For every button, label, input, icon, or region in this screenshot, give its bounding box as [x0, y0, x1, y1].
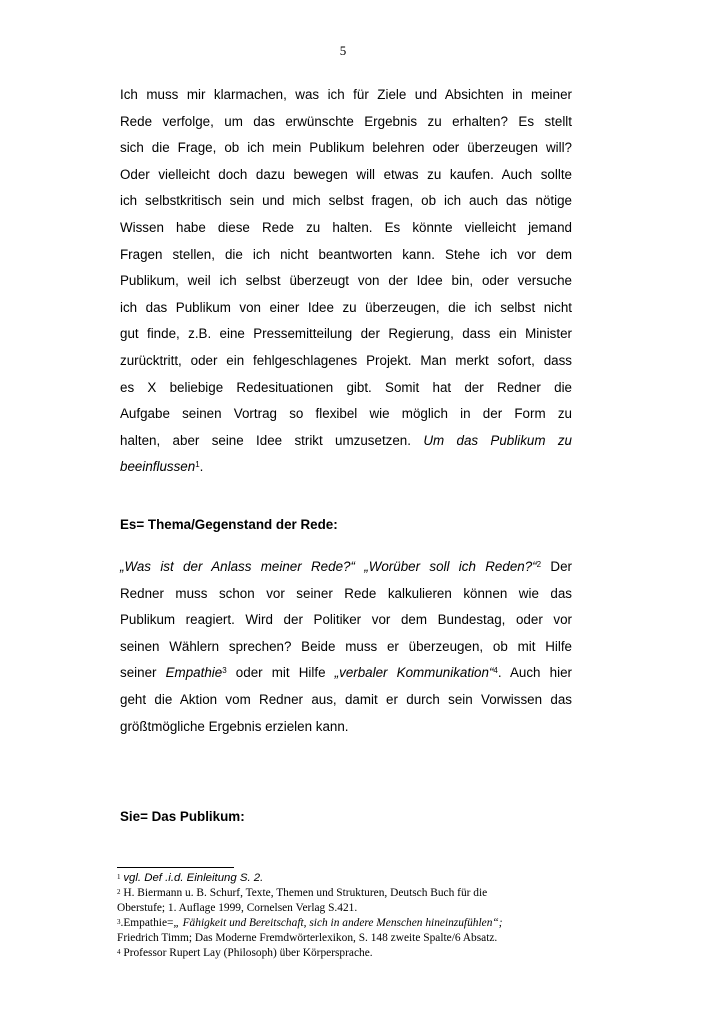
footnote-ref-1[interactable]: 1 — [195, 460, 200, 470]
paragraph-line: geht die Aktion vom Redner aus, damit er durch sein Vorwissen das — [120, 691, 572, 707]
question-quote: „Was ist der Anlass meiner Rede?“ „Worüber soll ich Reden?“ — [120, 559, 537, 574]
footnote-ref-2[interactable]: 2 — [536, 560, 542, 569]
line-text: halten, aber seine Idee strikt umzusetzen. — [120, 432, 411, 448]
footnote-text: Professor Rupert Lay (Philosoph) über Körpersprache. — [123, 947, 373, 959]
line-text: oder mit Hilfe — [226, 665, 335, 681]
emphasis-text: Um das Publikum zu — [423, 432, 572, 448]
paragraph-line: ich das Publikum von einer Idee zu überzeugen, die ich selbst nicht — [120, 299, 572, 315]
paragraph-line: Oder vielleicht doch dazu bewegen will etwas zu kaufen. Auch sollte — [120, 166, 572, 182]
line-text: seiner — [120, 665, 166, 681]
paragraph-goals — [120, 86, 572, 485]
footnote-number: 3 — [117, 918, 121, 926]
section-heading-sie: Sie= Das Publikum: — [120, 809, 245, 824]
paragraph-line — [120, 664, 572, 691]
paragraph-line: Redner muss schon vor seiner Rede kalkulieren können wie das — [120, 585, 572, 601]
paragraph-line: ich selbstkritisch sein und mich selbst fragen, ob ich auch das nötige — [120, 193, 572, 209]
paragraph-line: zurücktritt, oder ein fehlgeschlagenes Projekt. Man merkt sofort, dass — [120, 352, 572, 368]
paragraph-line: Fragen stellen, die ich nicht beantworten kann. Stehe ich vor dem — [120, 246, 572, 262]
emphasis-text: beeinflussen — [120, 459, 196, 475]
paragraph-line: Rede verfolge, um das erwünschte Ergebnis zu erhalten? Es stellt — [120, 113, 572, 129]
line-text: Der — [541, 559, 572, 574]
footnote-number: 2 — [117, 888, 121, 896]
paragraph-line: gut finde, z.B. eine Pressemitteilung der Regierung, dass ein Minister — [120, 326, 572, 342]
footnote-number: 1 — [117, 873, 121, 881]
footnote-3-cont: Friedrich Timm; Das Moderne Fremdwörterlexikon, S. 148 zweite Spalte/6 Absatz. — [117, 932, 498, 944]
footnote-2-cont: Oberstufe; 1. Auflage 1999, Cornelsen Verlag S.421. — [117, 902, 358, 914]
paragraph-line: Ich muss mir klarmachen, was ich für Ziele und Absichten in meiner — [120, 87, 572, 102]
footnote-1 — [117, 871, 587, 886]
paragraph-line — [120, 558, 572, 585]
paragraph-line: Aufgabe seinen Vortrag so flexibel wie möglich in der Form zu — [120, 406, 572, 422]
footnote-2 — [117, 886, 587, 901]
paragraph-topic — [120, 558, 572, 744]
footnote-4 — [117, 946, 587, 961]
line-text: . Auch hier — [497, 665, 572, 681]
footnote-3 — [117, 916, 587, 931]
paragraph-line: größtmögliche Ergebnis erzielen kann. — [120, 718, 349, 734]
paragraph-line: seinen Wählern sprechen? Beide muss er überzeugen, ob mit Hilfe — [120, 638, 572, 654]
footnotes — [117, 871, 587, 961]
paragraph-line: Wissen habe diese Rede zu halten. Es könnte vielleicht jemand — [120, 219, 572, 235]
line-text: . — [199, 459, 204, 475]
emphasis-text: „verbaler Kommunikation“ — [334, 665, 494, 681]
page-number: 5 — [339, 43, 347, 58]
paragraph-line — [120, 458, 572, 485]
emphasis-text: Empathie — [165, 665, 223, 681]
footnote-italic: „ Fähigkeit und Bereitschaft, sich in andere Menschen hineinzufühlen“; — [173, 917, 503, 929]
footnote-number: 4 — [117, 948, 121, 956]
footnote-text: H. Biermann u. B. Schurf, Texte, Themen und Strukturen, Deutsch Buch für die — [123, 887, 488, 899]
paragraph-line: es X beliebige Redesituationen gibt. Somit hat der Redner die — [120, 379, 572, 395]
footnote-text: .Empathie= — [120, 917, 174, 929]
section-heading-es: Es= Thema/Gegenstand der Rede: — [120, 517, 338, 532]
footnote-ref-3[interactable]: 3 — [222, 666, 227, 676]
footnote-separator — [117, 867, 234, 868]
paragraph-line: sich die Frage, ob ich mein Publikum belehren oder überzeugen will? — [120, 140, 572, 156]
paragraph-line: Publikum, weil ich selbst überzeugt von der Idee bin, oder versuche — [120, 273, 572, 289]
paragraph-line: Publikum reagiert. Wird der Politiker vor dem Bundestag, oder vor — [120, 612, 572, 628]
paragraph-line — [120, 432, 572, 459]
footnote-ref-4[interactable]: 4 — [493, 666, 498, 676]
footnote-text: vgl. Def .i.d. Einleitung S. 2. — [123, 872, 264, 884]
